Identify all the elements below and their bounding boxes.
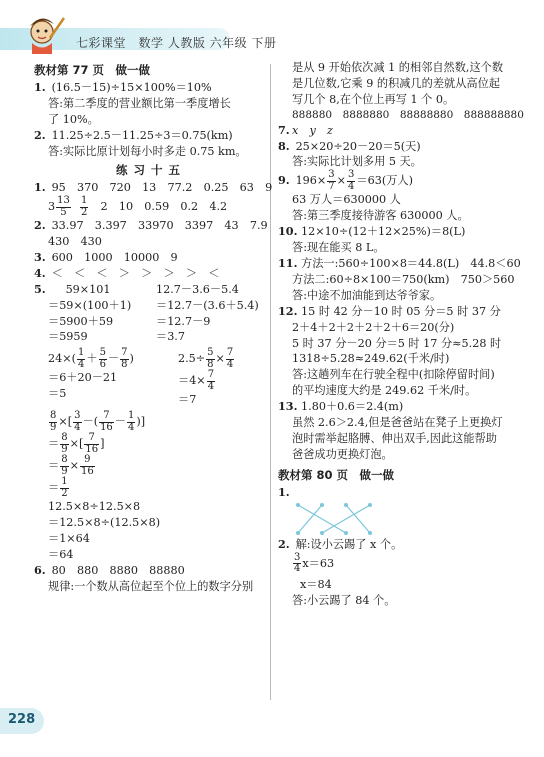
calc-line: ＝64 [48,547,74,561]
problem-2 [34,128,268,144]
answer-line: 答:小云踢了 84 个。 [292,593,396,607]
calc-line: ＝7 [178,393,197,407]
numerator: 7 [207,369,215,381]
fraction [120,348,128,370]
calc-line: ＝ $\frac{8}{9}$ ×[ $\frac{7}{16}$ ] [48,432,105,455]
problem-number: 5. [34,281,46,296]
answer-line: 95 370 720 13 77.2 0.25 63 9 [51,181,273,195]
calc-line: ＝12.7－9 [156,314,211,328]
numerator: 7 [84,433,99,445]
numerator: 3 [328,169,335,181]
fraction [73,411,81,433]
answer-line: 430 430 [48,235,102,248]
denominator: 4 [128,421,135,433]
fraction [84,433,99,455]
page-number-tab [0,708,44,734]
exercise-11 [278,255,521,272]
page-header [0,0,544,62]
answer-line: 888880 8888880 88888880 888888880 [292,108,524,121]
problem-number: 11. [278,255,298,270]
denominator: 8 [121,358,128,370]
calc-line: ＝ $\frac{8}{9}$ × $\frac{9}{16}$ [48,454,94,477]
calc-e [34,411,268,499]
denominator: 4 [294,563,301,575]
exercise-2 [34,218,268,234]
header-title: 七彩课堂 数学 人教版 六年级 下册 [76,36,277,50]
denominator: 9 [50,421,57,433]
calc-c [34,348,170,408]
mascot-logo-icon [20,12,68,56]
column-divider [270,64,271,700]
numerator: 1 [77,347,85,359]
fraction [60,455,68,477]
answer-line: 33.97 3.397 33970 3397 43 7.9 [51,219,268,233]
problem-number: 9. [278,173,290,188]
problem-number: 13. [278,399,298,414]
fraction [49,411,57,433]
exercise-6 [34,563,268,579]
calc-line: ＝5900＋59 [48,314,114,328]
expr-text: 2.5÷ [178,352,206,366]
numerator: 1 [61,476,68,488]
denominator: 6 [99,358,106,370]
answer-line: 是几位数,它乘 9 的积减几的差就从高位起 [292,76,500,90]
answer-line: 答:实际比原计划每小时多走 0.75 km。 [48,144,247,158]
answer-line: 答:第二季度的营业额比第一季度增长 [48,97,231,111]
problem-number: 2. [34,128,46,143]
fraction [99,348,107,370]
section-heading-p77: 教材第 77 页 做一做 [34,63,151,77]
numerator: 5 [207,347,214,359]
answer-line: 写几个 8,在个位上再写 1 个 0。 [292,92,455,106]
exercise-s2 [278,537,518,553]
calc-line [278,553,518,575]
denominator: 2 [61,487,68,499]
calc-line: ＝5959 [48,330,88,344]
calc-line: x＝84 [300,577,332,591]
matching-lines-diagram [292,501,392,537]
exercise-9: 9. 196× $\frac{3}{7}$ × $\frac{3}{4}$ ＝63(万人) [278,169,413,192]
calc-line [178,370,235,392]
fraction [56,196,71,218]
calc-line: 12.5×8÷12.5×8 [48,500,141,514]
problem-number: 6. [34,562,46,577]
problem-number: 2. [278,536,290,551]
numerator: 3 [348,169,355,181]
fraction [80,196,88,218]
answer-line [34,196,268,218]
fraction [226,348,234,370]
fraction [347,170,355,192]
calc-line: ＝1×64 [48,532,90,546]
problem-line: 11.25÷2.5－11.25÷3＝0.75(km) [51,129,233,143]
problem-number: 4. [34,265,46,280]
exercise-1 [34,180,273,196]
numerator: 3 [74,410,81,422]
problem-number: 12. [278,303,298,318]
problem-1 [34,80,268,96]
denominator: 16 [85,443,99,455]
calc-line: 25×20÷20－20＝5(天) [295,139,421,153]
problem-number: 3. [34,249,46,264]
fraction [80,455,95,477]
numerator: 13 [57,195,70,207]
answer-line: x y z [292,123,333,137]
calc-line: ＝ $\frac{1}{2}$ [48,476,68,499]
exercise-7 [278,123,518,139]
answer-line: 答:实际比计划多用 5 天。 [292,155,422,169]
denominator: 16 [80,465,94,477]
exercise-12 [278,304,518,320]
fraction [127,411,135,433]
answer-line: 泡时需举起胳膊、伸出双手,因此这能帮助 [292,431,497,445]
exercise-4 [34,266,268,282]
calc-line: 12.7－3.6－5.4 [156,282,239,296]
denominator: 7 [328,180,335,192]
calc-line: ＝59×(100＋1) [48,298,132,312]
denominator: 9 [61,465,68,477]
fraction [60,433,68,455]
calc-line: 5 时 37 分－20 分＝5 时 17 分≈5.28 时 [292,336,502,350]
problem-number: 1. [34,80,46,95]
exercise-5-row-a [34,282,268,346]
calc-f [34,499,268,563]
page-number: 228 [8,712,36,727]
answer-line: 爸爸成功更换灯泡。 [292,447,393,461]
calc-line: 15 时 42 分－10 时 05 分＝5 时 37 分 [301,304,501,318]
answer-line: 解:设小云踢了 x 个。 [295,537,403,551]
numerator: 3 [294,551,301,563]
numerator: 1 [80,195,88,207]
exercise-13 [278,399,518,415]
fraction [206,348,214,370]
calc-line: 1318÷5.28≈249.62(千米/时) [292,352,450,366]
calc-a [34,282,156,346]
expr-text: 196× [295,174,327,188]
problem-number: 8. [278,138,290,153]
denominator: 4 [74,421,81,433]
expr-text: 24×( [48,352,76,366]
numerator: 5 [99,347,106,359]
numerator: 7 [121,347,128,359]
denominator: 2 [80,206,88,218]
answer-line: 虽然 2.6＞2.4,但是爸爸站在凳子上更换灯 [292,416,503,430]
answer-line: 答:这趟列车在行驶全程中(扣除停留时间) [292,368,495,382]
answer-line: 80 880 8880 88880 [51,563,185,577]
calc-b [156,282,259,346]
answer-values: 2 10 0.59 0.2 4.2 [89,200,228,214]
section-heading-practice: 练习十五 [116,162,186,177]
problem-number: 7. [278,122,290,137]
calc-d [170,348,235,408]
denominator: 4 [348,180,355,192]
numerator: 8 [50,410,57,422]
denominator: 16 [100,421,113,433]
calc-line: ＝3.7 [156,330,185,344]
expr-text: ) [129,352,134,366]
answer-line: 答:现在能买 8 L。 [292,241,385,255]
numerator: 7 [99,411,114,423]
problem-number: 10. [278,224,298,239]
calc-line: 方法一:560÷100×8＝44.8(L) 44.8＜60 [301,256,521,270]
answer-line: 600 1000 10000 9 [51,250,178,264]
answer-line: 了 10%。 [48,113,99,127]
calc-line: 63 万人＝630000 人 [292,193,401,207]
expr-text: ＝4× [178,374,206,388]
left-column [34,60,273,595]
fraction [207,370,215,392]
calc-line: $\frac{8}{9}$ ×[ $\frac{3}{4}$ －( $\frac{7}{16}$ － $\frac{1}{4}$ )] [50,410,146,433]
fraction [327,170,335,192]
right-column [278,60,524,609]
fraction [293,553,301,575]
denominator: 8 [207,358,214,370]
exercise-s1 [278,485,518,501]
calc-line: 12×10÷(12＋12×25%)＝8(L) [301,225,466,239]
exercise-3 [34,250,268,266]
exercise-5-row-b [34,348,268,408]
mixed-number-whole: 3 [48,200,56,214]
answer-line: 是从 9 开始依次减 1 的相邻自然数,这个数 [292,61,504,74]
calc-line: ＝12.5×8÷(12.5×8) [48,516,161,530]
denominator: 4 [226,358,234,370]
calc-line: 方法二:60÷8×100＝750(km) 750＞560 [292,272,515,286]
exercise-8 [278,139,518,155]
calc-line: ＝12.7－(3.6＋5.4) [156,298,259,312]
denominator: 4 [77,358,85,370]
denominator: 4 [207,380,215,392]
numerator: 8 [61,432,68,444]
problem-number: 1. [34,180,46,195]
calc-line: 1.80＋0.6＝2.4(m) [301,400,404,414]
problem-number: 2. [34,218,46,233]
exercise-10 [278,224,518,240]
denominator: 5 [60,206,67,218]
fraction [77,348,85,370]
answer-line: ＜ ＜ ＜ ＞ ＞ ＞ ＞ ＜ [51,266,220,280]
calc-line: 2.5÷ $\frac{5}{8}$ × $\frac{7}{4}$ [178,347,234,370]
answer-line: 答:第三季度接待游客 630000 人。 [292,209,469,223]
fraction [99,411,114,433]
expr-text: ＝63(万人) [356,174,413,188]
numerator: 7 [226,347,234,359]
problem-line: (16.5－15)÷15×100%＝10% [51,81,212,95]
answer-line: 规律:一个数从高位起至个位上的数字分别 [48,579,254,593]
calc-line: 2＋4＋2＋2＋2＋2＋6＝20(分) [292,320,455,334]
calc-line: 59×101 [65,282,111,296]
numerator: 8 [61,454,68,466]
section-heading-p80: 教材第 80 页 做一做 [278,467,395,482]
calc-line: ＝6＋20－21 [48,371,118,385]
answer-line: 的平均速度大约是 249.62 千米/时。 [292,384,477,398]
calc-line: ＝5 [48,387,67,401]
denominator: 9 [61,443,68,455]
fraction [60,477,68,499]
calc-line: 24×( $\frac{1}{4}$ ＋ $\frac{5}{6}$ － $\frac{7}{8}$ ) [48,347,134,370]
answer-line: 答:中途不加油能到达爷爷家。 [292,288,442,302]
numerator: 9 [80,455,95,467]
numerator: 1 [128,410,135,422]
problem-number: 1. [278,485,290,500]
expr-text: x＝63 [302,556,335,570]
